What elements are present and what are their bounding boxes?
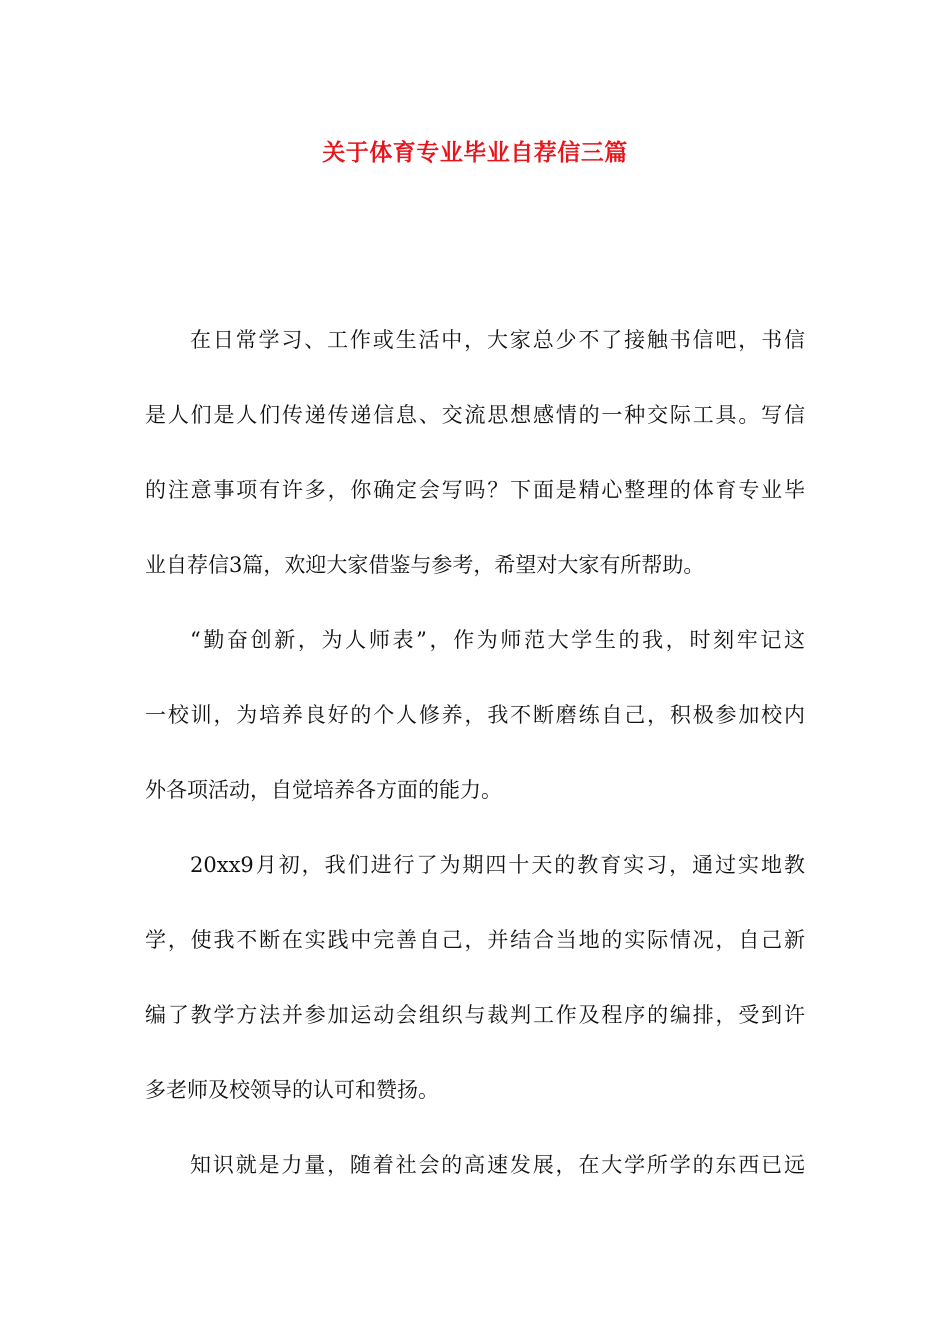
text-line: 学，使我不断在实践中完善自己，并结合当地的实际情况，自己新 [145, 928, 805, 952]
text-line: 业自荐信3篇，欢迎大家借鉴与参考，希望对大家有所帮助。 [145, 553, 705, 577]
text-line: 在日常学习、工作或生活中，大家总少不了接触书信吧，书信 [190, 328, 805, 352]
text-line: 知识就是力量，随着社会的高速发展，在大学所学的东西已远 [190, 1153, 805, 1177]
text-line: 多老师及校领导的认可和赞扬。 [145, 1078, 439, 1102]
text-line: 一校训，为培养良好的个人修养，我不断磨练自己，积极参加校内 [145, 703, 805, 727]
text-line: “勤奋创新，为人师表”，作为师范大学生的我，时刻牢记这 [190, 628, 805, 652]
text-line: 编了教学方法并参加运动会组织与裁判工作及程序的编排，受到许 [145, 1003, 805, 1027]
text-line: 20xx9月初，我们进行了为期四十天的教育实习，通过实地教 [190, 853, 805, 877]
document-title: 关于体育专业毕业自荐信三篇 [322, 140, 628, 166]
text-line: 外各项活动，自觉培养各方面的能力。 [145, 778, 502, 802]
text-line: 的注意事项有许多，你确定会写吗？下面是精心整理的体育专业毕 [145, 478, 805, 502]
text-line: 是人们是人们传递传递信息、交流思想感情的一种交际工具。写信 [145, 403, 805, 427]
